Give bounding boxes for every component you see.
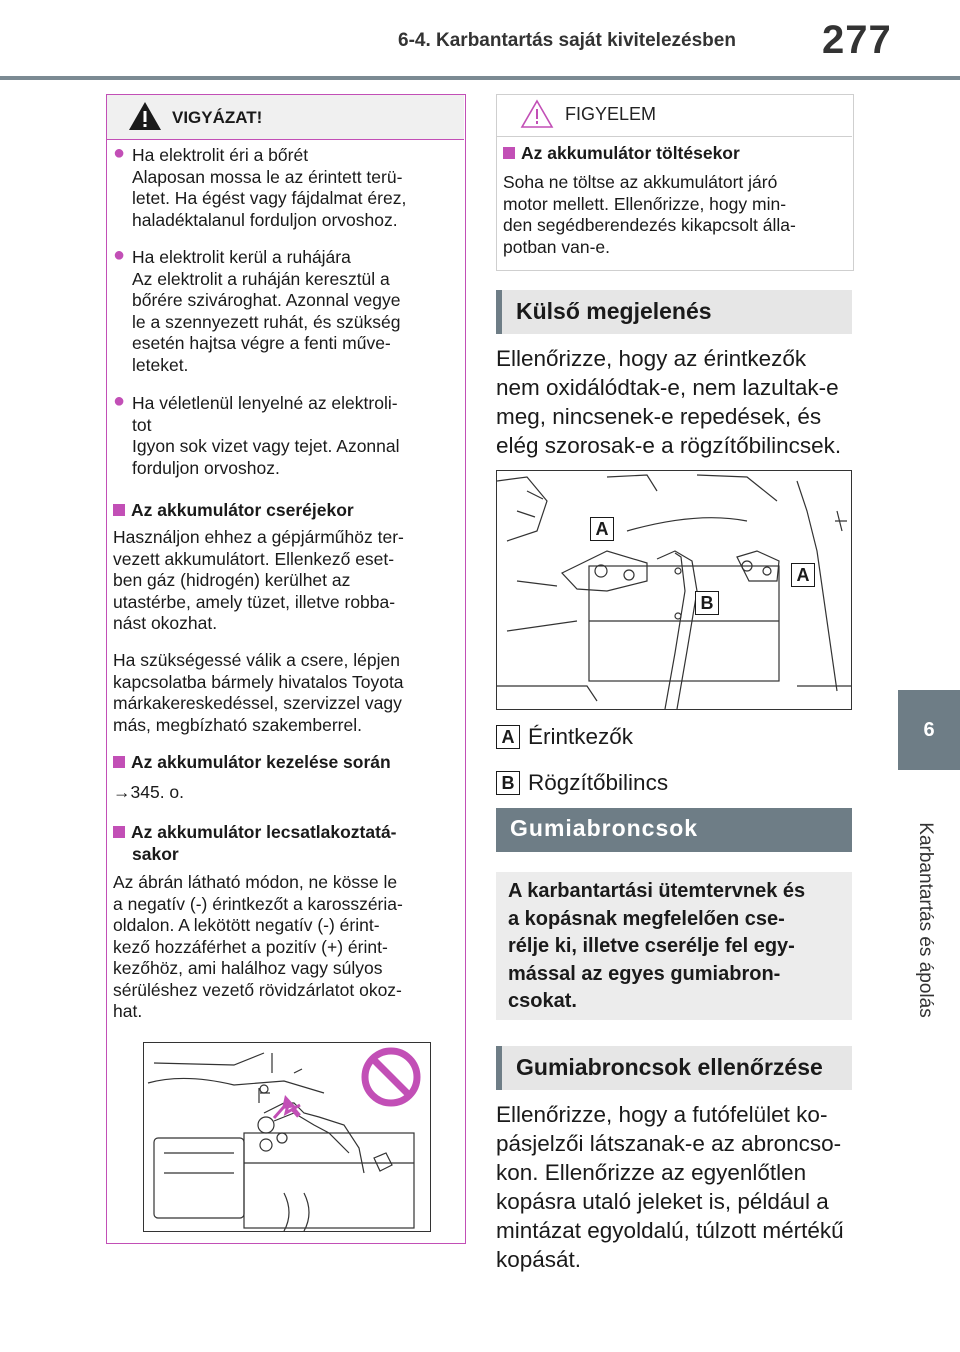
notice-header-rule [497, 136, 852, 137]
bullet-line: Ha elektrolit éri a bőrét [132, 145, 309, 165]
chapter-title: Karbantartás és ápolás [915, 822, 936, 1018]
text-line: a kopásnak megfelelően cse- [508, 907, 785, 930]
text-line: utastérbe, amely tüzet, illetve robba- [113, 591, 396, 612]
section-header-tire-check [496, 1046, 852, 1090]
square-bullet-icon [113, 756, 125, 768]
legend-text-a: Érintkezők [528, 724, 634, 749]
label-a-1: A [590, 517, 614, 541]
notice-title: FIGYELEM [565, 104, 657, 124]
section-title-text: Gumiabroncsok [510, 815, 699, 841]
text-line: kezőhöz, ami halálhoz vagy súlyos [113, 958, 383, 978]
text-line: Ellenőrizze, hogy a futófelület ko- [496, 1102, 828, 1127]
bullet-line: forduljon orvoshoz. [132, 457, 280, 478]
text-line: motor mellett. Ellenőrizze, hogy min- [503, 193, 787, 214]
subheading-replacement [113, 500, 354, 522]
subheading-text: Az akkumulátor lecsatlakoztatá- [131, 822, 397, 842]
bullet-line: Az elektrolit a ruháján keresztül a [132, 268, 390, 289]
section-title-text: Külső megjelenés [516, 298, 712, 324]
text-line: Soha ne töltse az akkumulátort járó [503, 172, 778, 192]
text-line: nást okozhat. [113, 613, 218, 633]
text-line: potban van-e. [503, 236, 611, 257]
battery-illustration [496, 470, 852, 710]
replacement-paragraph-1 [113, 527, 458, 635]
subheading-text: Az akkumulátor cseréjekor [131, 500, 354, 520]
text-line: ben gáz (hidrogén) kerülhet az [113, 570, 351, 590]
text-line: mással az egyes gumiabron- [508, 962, 781, 985]
notice-paragraph [503, 172, 848, 258]
bullet-dot: ● [113, 390, 126, 412]
text-line: A karbantartási ütemtervnek és [508, 880, 806, 902]
bullet-line: le a szennyezett ruhát, és szükség [132, 311, 401, 332]
subheading-text: sakor [132, 843, 179, 864]
text-line: meg, nincsenek-e repedések, és [496, 404, 822, 429]
bullet-line: esetén hajtsa végre a fenti műve- [132, 333, 391, 353]
bullet-line: Igyon sok vizet vagy tejet. Azonnal [132, 436, 400, 456]
text-line: márkakereskedéssel, szervizzel vagy [113, 693, 402, 713]
bullet-line: Ha elektrolit kerül a ruhájára [132, 247, 351, 267]
text-line: más, megbízható szakemberrel. [113, 714, 362, 735]
text-line: vezett akkumulátort. Ellenkező eset- [113, 548, 395, 569]
bullet-line: tot [132, 414, 152, 435]
text-line: a negatív (-) érintkezőt a karosszéria- [113, 893, 403, 914]
text-line: kező hozzáférhet a pozitív (+) érint- [113, 936, 388, 957]
battery-terminals-drawing [497, 471, 851, 709]
legend-key-b: B [496, 771, 520, 795]
text-line: Ellenőrizze, hogy az érintkezők [496, 346, 807, 371]
tire-check-paragraph [496, 1100, 856, 1274]
warning-header-rule [107, 139, 464, 140]
section-title: 6-4. Karbantartás saját kivitelezésben [398, 30, 736, 51]
label-a-2: A [791, 563, 815, 587]
label-b: B [695, 591, 719, 615]
text-line: Ha szükségessé válik a csere, lépjen [113, 650, 400, 670]
notice-heading-text: Az akkumulátor töltésekor [521, 143, 740, 163]
bullet-dot: ● [113, 142, 126, 164]
replacement-paragraph-2 [113, 650, 458, 736]
text-line: kopását. [496, 1247, 582, 1272]
text-line: elég szorosak-e a rögzítőbilincsek. [496, 433, 842, 458]
bullet-line: Ha véletlenül lenyelné az elektroli- [132, 393, 398, 413]
square-bullet-icon [503, 147, 515, 159]
text-line: kapcsolatba bármely hivatalos Toyota [113, 671, 404, 692]
tires-intro-box [496, 872, 852, 1020]
subheading-text: Az akkumulátor kezelése során [131, 752, 391, 772]
text-line: mintázat egyoldalú, túlzott mértékű [496, 1218, 844, 1243]
bullet-line: letet. Ha égést vagy fájdalmat érez, [132, 188, 407, 208]
square-bullet-icon [113, 504, 125, 516]
disconnect-paragraph [113, 872, 458, 1023]
bullet-dot: ● [113, 244, 126, 266]
text-line: csokat. [508, 990, 577, 1012]
chapter-tab: 6 [898, 690, 960, 770]
exterior-paragraph [496, 344, 856, 460]
bullet-line: haladéktalanul forduljon orvoshoz. [132, 209, 398, 230]
bullet-line: leteket. [132, 354, 189, 375]
text-line: hat. [113, 1001, 143, 1021]
legend-key-a: A [496, 725, 520, 749]
text-line: kopásra utaló jeleket is, például a [496, 1189, 829, 1214]
section-header-tires [496, 808, 852, 852]
text-line: pásjelzői látszanak-e az abroncso- [496, 1131, 842, 1156]
subheading-handling [113, 752, 391, 774]
square-bullet-icon [113, 826, 125, 838]
text-line: sérüléshez vezető rövidzárlatot okoz- [113, 979, 402, 1000]
subheading-disconnecting [113, 822, 458, 865]
text-line: Az ábrán látható módon, ne kösse le [113, 872, 398, 892]
chapter-title-vertical [905, 790, 945, 1050]
text-line: rélje ki, illetve cserélje fel egy- [508, 935, 795, 957]
page-reference-link[interactable]: →345. o. [113, 782, 185, 802]
battery-disconnect-illustration [143, 1042, 431, 1232]
section-title-text: Gumiabroncsok ellenőrzése [516, 1054, 823, 1080]
warning-triangle-icon [128, 101, 162, 131]
bullet-line: bőrére szivároghat. Azonnal vegye [132, 290, 401, 310]
section-header-exterior [496, 290, 852, 334]
warning-title: VIGYÁZAT! [172, 108, 263, 127]
text-line: kon. Ellenőrizze az egyenlőtlen [496, 1160, 807, 1185]
page-number: 277 [822, 18, 892, 62]
bullet-line: Alaposan mossa le az érintett terü- [132, 166, 403, 187]
text-line: den segédberendezés kikapcsolt álla- [503, 215, 796, 235]
text-line: Használjon ehhez a gépjárműhöz ter- [113, 527, 404, 547]
notice-heading [503, 143, 740, 165]
header-rule [0, 76, 960, 80]
text-line: oldalon. A lekötött negatív (-) érint- [113, 915, 380, 935]
legend-text-b: Rögzítőbilincs [528, 770, 669, 795]
prohibition-icon [360, 1046, 422, 1108]
caution-triangle-icon [520, 99, 554, 129]
text-line: nem oxidálódtak-e, nem lazultak-e [496, 375, 839, 400]
